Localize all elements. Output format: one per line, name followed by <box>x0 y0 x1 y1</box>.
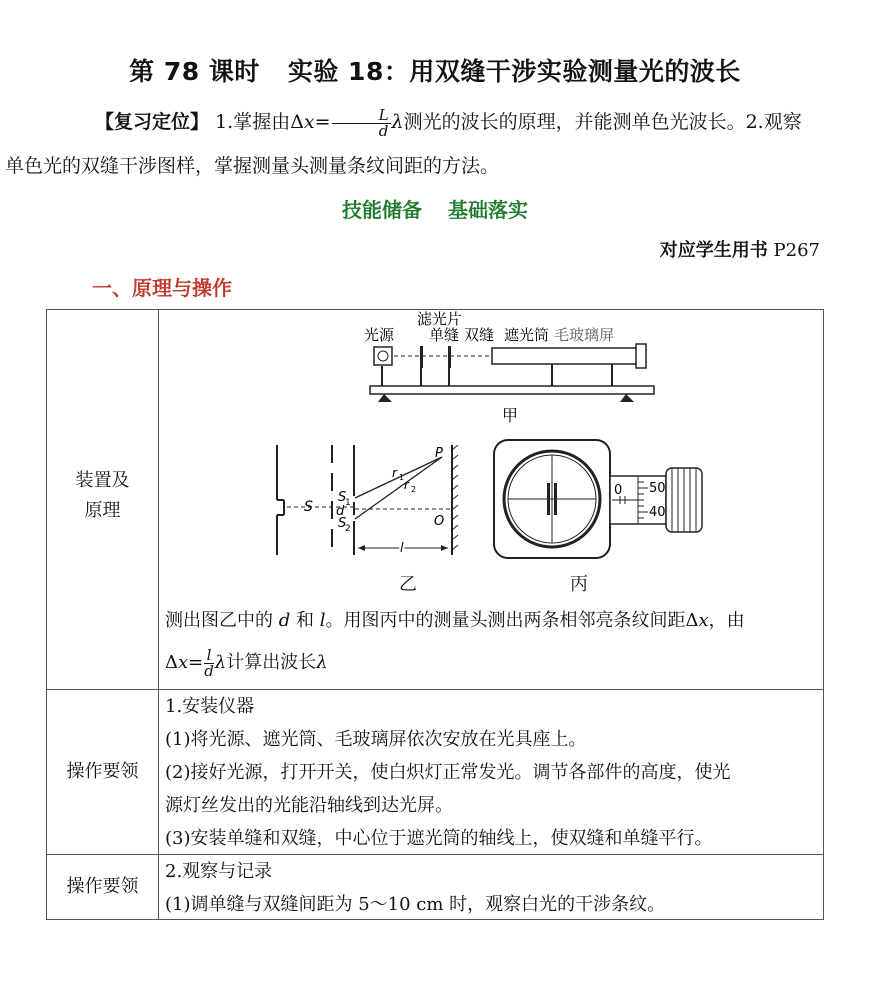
row1-text-b: 和 <box>290 610 320 631</box>
scale-0: 0 <box>614 483 623 498</box>
label-S2: S <box>338 516 347 531</box>
caption-bing: 丙 <box>570 574 588 595</box>
var-l: l <box>319 610 326 631</box>
scale-40: 40 <box>649 505 666 520</box>
measuring-head-diagram <box>492 438 717 563</box>
row3-line: (1)调单缝与双缝间距为 5～10 cm 时，观察白光的干涉条纹。 <box>165 894 666 915</box>
frac-numerator: L <box>332 108 391 124</box>
table-divider <box>158 310 159 919</box>
var-x: x <box>178 652 189 673</box>
label-d: d <box>336 504 345 519</box>
var-lambda: λ <box>214 652 227 673</box>
lamp-box <box>374 347 392 365</box>
row2-line: 1.安装仪器 <box>165 696 255 717</box>
lesson-topic: 实验 18：用双缝干涉实验测量光的波长 <box>287 57 741 86</box>
sub-2: 2 <box>411 485 417 494</box>
row3-label: 操作要领 <box>66 876 139 897</box>
row1-text-d: ，由 <box>708 610 745 631</box>
fraction-l-over-d <box>204 645 214 680</box>
caption-yi: 乙 <box>399 574 417 595</box>
row1-label <box>47 466 158 526</box>
row2-line: 源灯丝发出的光能沿轴线到达光屏。 <box>165 795 453 816</box>
page-title <box>0 52 870 88</box>
label-tube: 遮光筒 <box>504 326 550 344</box>
label-O: O <box>434 514 445 529</box>
book-reference <box>660 236 820 262</box>
review-tag: 【复习定位】 <box>95 111 210 133</box>
eyepiece <box>636 344 646 368</box>
principle-table <box>46 309 824 920</box>
banner-left: 技能储备 <box>342 198 422 222</box>
filter-plate <box>420 346 423 368</box>
label-single-slit: 单缝 <box>429 326 460 344</box>
row2-line: (1)将光源、遮光筒、毛玻璃屏依次安放在光具座上。 <box>165 729 587 750</box>
equals-sign: = <box>188 652 204 673</box>
section-heading: 一、原理与操作 <box>92 276 232 300</box>
row1-text-e: Δ <box>165 652 178 673</box>
label-P: P <box>435 446 443 461</box>
label-light-source: 光源 <box>364 326 395 344</box>
lamp-icon <box>378 351 388 361</box>
var-d: d <box>278 610 291 631</box>
scale-50: 50 <box>649 481 666 496</box>
lesson-number: 第 78 课时 <box>129 57 260 86</box>
row3-text <box>165 855 821 921</box>
row1-text <box>165 600 821 684</box>
label-r2: r <box>404 478 409 492</box>
label-filter: 滤光片 <box>417 310 463 328</box>
review-paragraph <box>5 100 825 188</box>
sub-1: 1 <box>399 473 405 482</box>
review-text-2: 测光的波长的原理，并能测单色光波长。2.观察 <box>403 111 802 133</box>
frac-denominator: d <box>204 661 214 680</box>
var-x: x <box>303 111 315 133</box>
frac-denominator: d <box>378 121 389 140</box>
apparatus-diagram <box>362 310 662 425</box>
review-text-1: 1.掌握由Δ <box>215 111 304 133</box>
single-slit-plate <box>448 346 451 368</box>
row1-text-a: 测出图乙中的 <box>165 610 279 631</box>
label-r1: r <box>392 466 397 480</box>
var-x: x <box>698 610 709 631</box>
frac-numerator: l <box>204 648 214 664</box>
row2-line: (3)安装单缝和双缝，中心位于遮光筒的轴线上，使双缝和单缝平行。 <box>165 828 713 849</box>
row2-label: 操作要领 <box>66 761 139 782</box>
optical-bench <box>370 386 654 394</box>
sub-2: 2 <box>345 524 351 534</box>
row1-text-c: 。用图丙中的测量头测出两条相邻亮条纹间距Δ <box>325 610 699 631</box>
banner-right: 基础落实 <box>448 198 528 222</box>
row1-label-a: 装置及 <box>75 470 130 491</box>
equals-sign: = <box>314 111 331 133</box>
label-l: l <box>400 541 404 556</box>
row2-line: (2)接好光源，打开开关，使白炽灯正常发光。调节各部件的高度，使光 <box>165 762 731 783</box>
skill-banner <box>0 194 870 223</box>
label-screen: 毛玻璃屏 <box>554 326 615 344</box>
label-S: S <box>304 499 313 515</box>
row1-text-f: 计算出波长 <box>226 652 317 673</box>
ref-label: 对应学生用书 <box>659 240 768 261</box>
double-slit-diagram <box>272 445 472 560</box>
label-S1: S <box>338 490 347 505</box>
caption-jia: 甲 <box>502 406 519 425</box>
row1-label-b: 原理 <box>84 500 121 521</box>
row3-line: 2.观察与记录 <box>165 861 273 882</box>
var-lambda: λ <box>316 652 328 673</box>
sub-1: 1 <box>345 498 351 508</box>
fraction-L-over-d <box>332 105 391 140</box>
review-text-3: 单色光的双缝干涉图样，掌握测量头测量条纹间距的方法。 <box>5 155 500 177</box>
ref-page: P267 <box>773 240 820 261</box>
row2-text <box>165 690 821 855</box>
label-double-slit: 双缝 <box>464 326 495 344</box>
var-lambda: λ <box>391 111 404 133</box>
tube-body <box>492 348 638 364</box>
